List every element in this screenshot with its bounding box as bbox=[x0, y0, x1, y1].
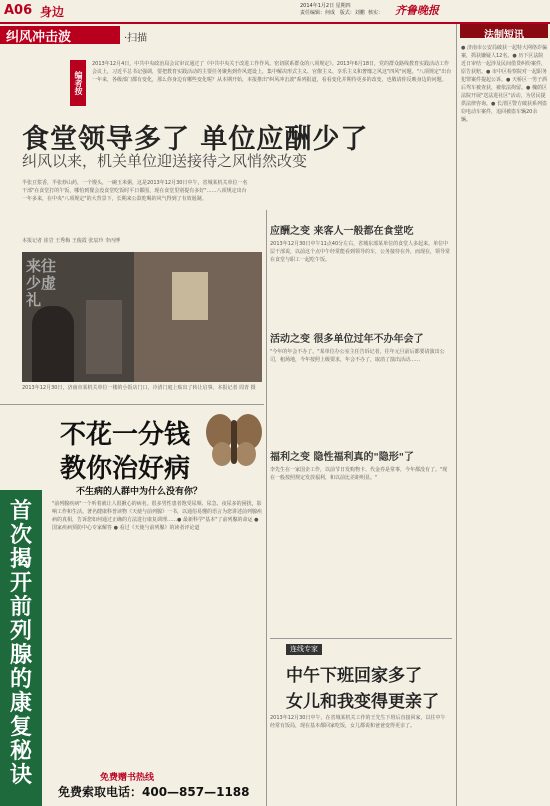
right-column-divider bbox=[456, 24, 457, 806]
section2-title: 活动之变 很多单位过年不办年会了 bbox=[270, 334, 424, 345]
section1-title: 应酬之变 来客人一般都在食堂吃 bbox=[270, 226, 414, 237]
ad-vertical-title: 首次揭开前列腺的康复秘诀 bbox=[9, 499, 32, 788]
section1-text: 2013年12月30日中午11点40分左右，省城东部某单位的食堂人多起来。单位中层干部说，以前这个点中午经常能看到领导的车，公务接待在外，而现在，领导常在食堂与职工一起吃午饭。 bbox=[270, 241, 450, 263]
section2-text: "今年的年会不办了。"某单位办公室主任告诉记者，往年元旦前后都要请演出公司，租场地，今年按照上级要求，年会不办了，取消了演出活动…… bbox=[270, 349, 445, 363]
photo-poster bbox=[172, 272, 208, 320]
photo-window bbox=[86, 300, 122, 374]
banner-title: 纠风冲击波 bbox=[6, 30, 72, 45]
middle-column-divider bbox=[266, 210, 267, 806]
section3-title: 福利之变 隐性福利真的"隐形"了 bbox=[270, 452, 414, 463]
news-photo bbox=[22, 252, 262, 382]
ad-question: 不生病的人群中为什么没有你？ bbox=[76, 487, 203, 497]
right-column-title: 法制短讯 bbox=[484, 30, 524, 41]
ad-offer: 免费赠书热线 bbox=[100, 773, 155, 783]
bottom-story-divider bbox=[270, 638, 452, 639]
photo-caption: 2013年12月30日，济南市某机关单位一楼的小饭店门口，冷清门庭上贴出了转让启事。本报记者 周青 摄 bbox=[22, 385, 256, 391]
ad-title-line2: 教你治好病 bbox=[60, 454, 191, 484]
bylines: 本报记者 崔岩 王秀梅 王俊霞 张辰玲 李丙博 bbox=[22, 238, 120, 244]
photo-person bbox=[32, 306, 74, 382]
bottom-headline-1: 中午下班回家多了 bbox=[286, 666, 422, 686]
ad-hotline: 免费索取电话：400—857—1188 bbox=[58, 785, 250, 799]
bottom-story-tag: 连线专家 bbox=[286, 644, 322, 655]
photo-overlay-text: 来往少虚礼 bbox=[26, 257, 57, 309]
banner-subtitle: ·扫描 bbox=[124, 33, 148, 44]
publication-info: 2014年1月2日 星期四 责任编辑：何成 版式：刘鹏 核实： bbox=[300, 3, 383, 16]
main-headline: 食堂领导多了 单位应酬少了 bbox=[22, 124, 369, 155]
section3-text: 李先生在一家国企工作，以前节日发购物卡、代金券是常事，今年都没有了。"现在一般按照规定发放福利，和以前比差距明显。" bbox=[270, 467, 448, 481]
bottom-headline-2: 女儿和我变得更亲了 bbox=[286, 692, 439, 712]
bottom-story-text: 2013年12月30日中午，在省城某机关工作的王先生下班后直接回家，以往中午经常有饭局，现在基本都回家吃饭，女儿都说和爸爸变得更亲了。 bbox=[270, 715, 446, 729]
moth-illustration bbox=[206, 410, 262, 470]
section-name: 身边 bbox=[40, 5, 65, 19]
main-subhead: 纠风以来，机关单位迎送接待之风悄然改变 bbox=[22, 152, 308, 170]
page-header bbox=[0, 0, 550, 24]
ad-body: "前列腺疾病"一个听着就让人很揪心的病名。很多男性患者饱受尿频、尿急、夜尿多的困扰，影响工作和生活。著名健康科普读物《天使与前列腺》一书，以通俗易懂的语言为您讲述前列腺疾病的真相，告诉您如何通过正确的方法进行康复调理……● 最新科学"基本"了前列腺的命运 ● 国家疾病预防中心专家解答 ● 看过《天使与前列腺》的读者评论道 bbox=[52, 501, 262, 531]
ad-top-border bbox=[0, 404, 264, 405]
right-column-text: ● 济南市公安局破获一起特大网络诈骗案，抓获嫌疑人12名。● 历下区法院近日审结一起涉及民间借贷纠纷案件，原告获赔。● 市中区检察院对一起职务犯罪案件提起公诉。● 天桥区一男子酒后驾车被查获，被依法拘留。● 槐荫区法院开展"送法进社区"活动，为居民提供法律咨询。● 长清区警方破获系列盗窃电动车案件，追回被盗车辆20余辆。 bbox=[461, 45, 547, 123]
column-banner bbox=[0, 24, 300, 46]
editor-note-label: 编者按 bbox=[70, 60, 86, 106]
ad-title-line1: 不花一分钱 bbox=[60, 420, 191, 450]
editor-note-text: 2013年12月4日，中共中央政治局会议审议通过了《中共中央关于改进工作作风、密切联系群众的八项规定》。2013年6月18日，党的群众路线教育实践活动工作会议上，习近平总书记强调，要把教育实践活动的主要任务聚焦到作风建设上，集中解决形式主义、官僚主义、享乐主义和奢靡之风这"四风"问题。"八项规定"出台一年来，各级部门都有变化，那么你身边有哪些变化呢？从本期开始，本报推出"纠风冲击波"系列报道，看看变化并期待更多的改变，也敬请你反映身边的问题。 bbox=[92, 61, 452, 83]
page-number: A06 bbox=[4, 3, 33, 18]
newspaper-name: 齐鲁晚报 bbox=[395, 4, 439, 17]
lead-paragraph: 半张豆浆香，半张炒山药，一个馒头，一碗玉米粥，这是2013年12月30日中午，省城某机关单位一名干部"在食堂打的午饭，哪怕到餐会没食堂吃饭时平日都围，现在食堂里别提有多好"……八项规定出台一年多来，在中央"八项规定"的大背景下，长期来公款吃喝的风气得到了有效遏制。 bbox=[22, 180, 248, 202]
